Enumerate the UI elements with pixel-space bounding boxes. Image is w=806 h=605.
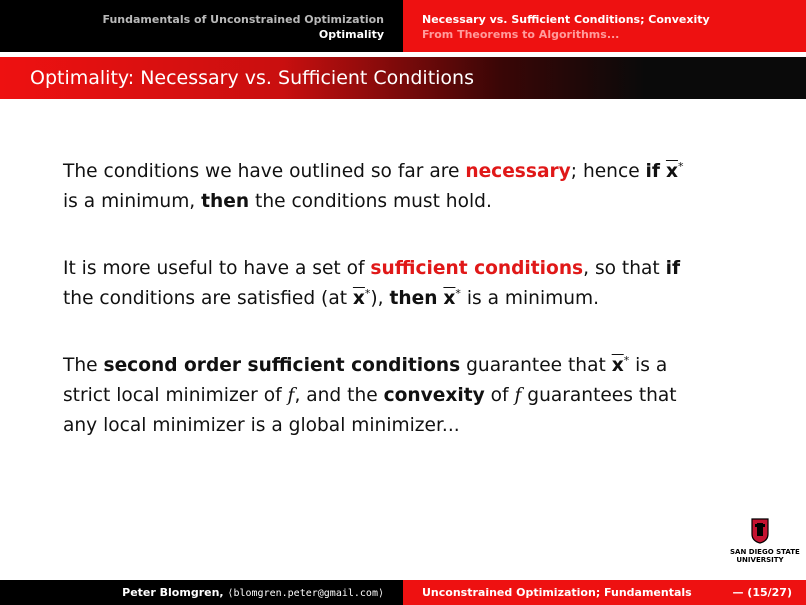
bold-convexity: convexity <box>383 385 485 406</box>
text: the conditions must hold. <box>249 191 492 212</box>
text: of <box>484 385 515 406</box>
footer-course <box>403 580 806 605</box>
text: The conditions we have outlined so far are <box>63 161 466 182</box>
x-bar-symbol: $\overline{x}$ <box>443 288 456 309</box>
section-link-fundamentals[interactable]: Fundamentals of Unconstrained Optimization <box>102 13 384 26</box>
subsection-nav <box>403 0 806 52</box>
star-superscript: * <box>364 286 371 300</box>
subsection-link-theorems-algorithms[interactable]: From Theorems to Algorithms... <box>422 28 620 41</box>
star-superscript: * <box>677 159 684 173</box>
footer-author <box>0 580 403 605</box>
subsection-link-necessary-sufficient[interactable]: Necessary vs. Sufficient Conditions; Convexity <box>422 13 710 26</box>
page-number: — (15/27) <box>732 586 792 599</box>
star-superscript: * <box>455 286 461 300</box>
function-symbol-f: f <box>514 385 522 406</box>
bold-then: then <box>201 191 250 212</box>
course-title: Unconstrained Optimization; Fundamentals <box>422 586 692 599</box>
author-email[interactable]: ⟨blomgren.peter@gmail.com⟩ <box>227 588 384 599</box>
highlight-necessary: necessary <box>465 161 571 182</box>
text: is a minimum. <box>460 288 600 309</box>
top-navigation-bar <box>0 0 806 52</box>
shield-icon <box>750 518 770 544</box>
section-nav <box>0 0 403 52</box>
text: is a <box>629 355 668 376</box>
text: strict local minimizer of <box>63 385 288 406</box>
text: , and the <box>294 385 384 406</box>
star-superscript: * <box>623 353 630 367</box>
bold-if: if <box>665 258 681 279</box>
logo-line-2: UNIVERSITY <box>736 556 784 564</box>
paragraph-sufficient <box>63 254 763 314</box>
section-link-optimality[interactable]: Optimality <box>318 28 384 41</box>
text: It is more useful to have a set of <box>63 258 371 279</box>
x-bar-symbol: $\overline{x}$ <box>665 161 678 182</box>
paragraph-necessary <box>63 157 763 217</box>
highlight-sufficient-conditions: sufficient conditions <box>370 258 584 279</box>
text: ; hence <box>570 161 646 182</box>
text: is a minimum, <box>63 191 202 212</box>
text: the conditions are satisfied (at <box>63 288 353 309</box>
bold-second-order-conditions: second order sufficient conditions <box>103 355 461 376</box>
footer-bar <box>0 580 806 605</box>
text: guarantee that <box>460 355 612 376</box>
function-symbol-f: f <box>287 385 295 406</box>
bold-if: if <box>645 161 661 182</box>
slide-body <box>63 157 763 478</box>
x-bar-symbol: $\overline{x}$ <box>611 355 624 376</box>
logo-line-1: SAN DIEGO STATE <box>730 548 800 556</box>
title-bar <box>0 57 806 99</box>
text: guarantees that <box>521 385 677 406</box>
text: The <box>63 355 104 376</box>
text: , so that <box>583 258 666 279</box>
text: any local minimizer is a global minimizer... <box>63 415 460 436</box>
x-bar-symbol: $\overline{x}$ <box>352 288 365 309</box>
slide-title: Optimality: Necessary vs. Sufficient Conditions <box>30 67 474 89</box>
paragraph-second-order <box>63 351 763 441</box>
text: ), <box>370 288 390 309</box>
author-name: Peter Blomgren, <box>122 586 224 599</box>
sdsu-logo <box>730 518 800 570</box>
bold-then: then <box>389 288 438 309</box>
